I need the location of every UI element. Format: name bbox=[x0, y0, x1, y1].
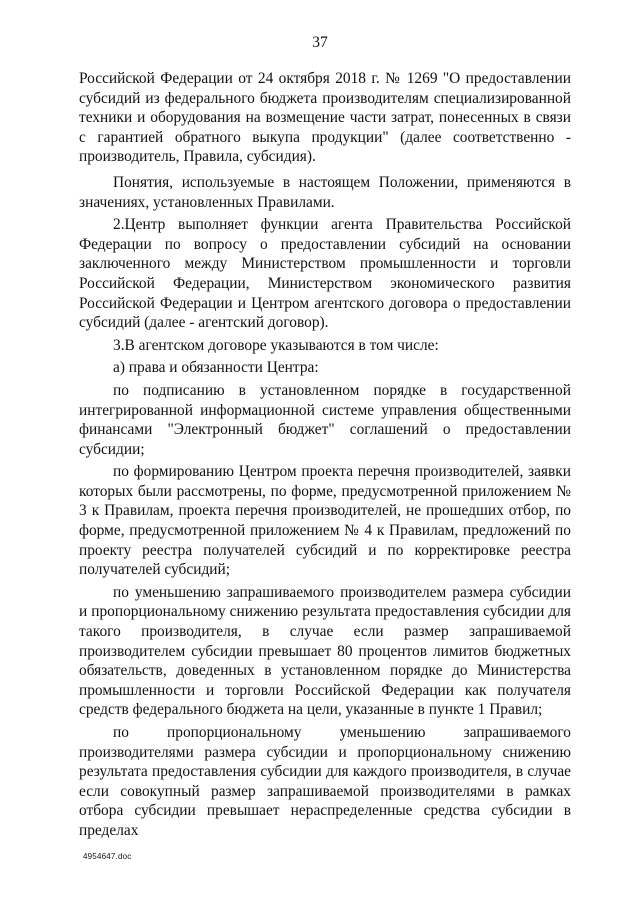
paragraph-item-3: 3.В агентском договоре указываются в том числе: bbox=[113, 336, 439, 354]
paragraph-list-forming: по формированию Центром проекта перечня производителей, заявки которых были рассмотрены, по форме, предусмотренной приложением № 3 к Правилам, проекта перечня производителей, не прошедших отбор, по форме, предусмотренной приложением № 4 к Правилам, предложений по проекту реестра получателей субсидий и по корректировке реестра получателей субсидий; bbox=[79, 463, 571, 579]
paragraph-subsidy-reduction: по уменьшению запрашиваемого производителем размера субсидии и пропорциональному снижению результата предоставления субсидии для такого производителя, в случае если размер запрашиваемой производителем субсидии превышает 80 процентов лимитов бюджетных обязательств, доведенных в установленном порядке до Министерства промышленности и торговли Российской Федерации как получателя средств федерального бюджета на цели, указанные в пункте 1 Правил; bbox=[79, 583, 571, 719]
page-number: 37 bbox=[312, 34, 328, 51]
paragraph-continuation: Российской Федерации от 24 октября 2018 г. № 1269 "О предоставлении субсидий из федерального бюджета производителям специализированной техники и оборудования на возмещение части затрат, понесенных в связи с гарантией обратного выкупа продукции" (далее соответственно - производитель, Правила, субсидия). bbox=[79, 70, 571, 166]
paragraph-subitem-a: а) права и обязанности Центра: bbox=[113, 359, 319, 377]
paragraph-definitions: Понятия, используемые в настоящем Положении, применяются в значениях, установленных Правилами. bbox=[79, 173, 571, 211]
footer-file-name: 4954647.doc bbox=[83, 852, 132, 861]
document-body bbox=[79, 69, 571, 841]
paragraph-signing: по подписанию в установленном порядке в государственной интегрированной информационной системе управления общественными финансами "Электронный бюджет" соглашений о предоставлении субсидии; bbox=[79, 381, 571, 458]
paragraph-proportional-reduction: по пропорциональному уменьшению запрашиваемого производителями размера субсидии и пропорциональному снижению результата предоставления субсидии для каждого производителя, в случае если совокупный размер запрашиваемой производителями в рамках отбора субсидии превышает нераспределенные средства субсидии в пределах bbox=[79, 724, 571, 839]
paragraph-item-2: 2.Центр выполняет функции агента Правительства Российской Федерации по вопросу о предоставлении субсидий на основании заключенного между Министерством промышленности и торговли Российской Федерации, Министерством экономического развития Российской Федерации и Центром агентского договора о предоставлении субсидий (далее - агентский договор). bbox=[79, 216, 571, 332]
